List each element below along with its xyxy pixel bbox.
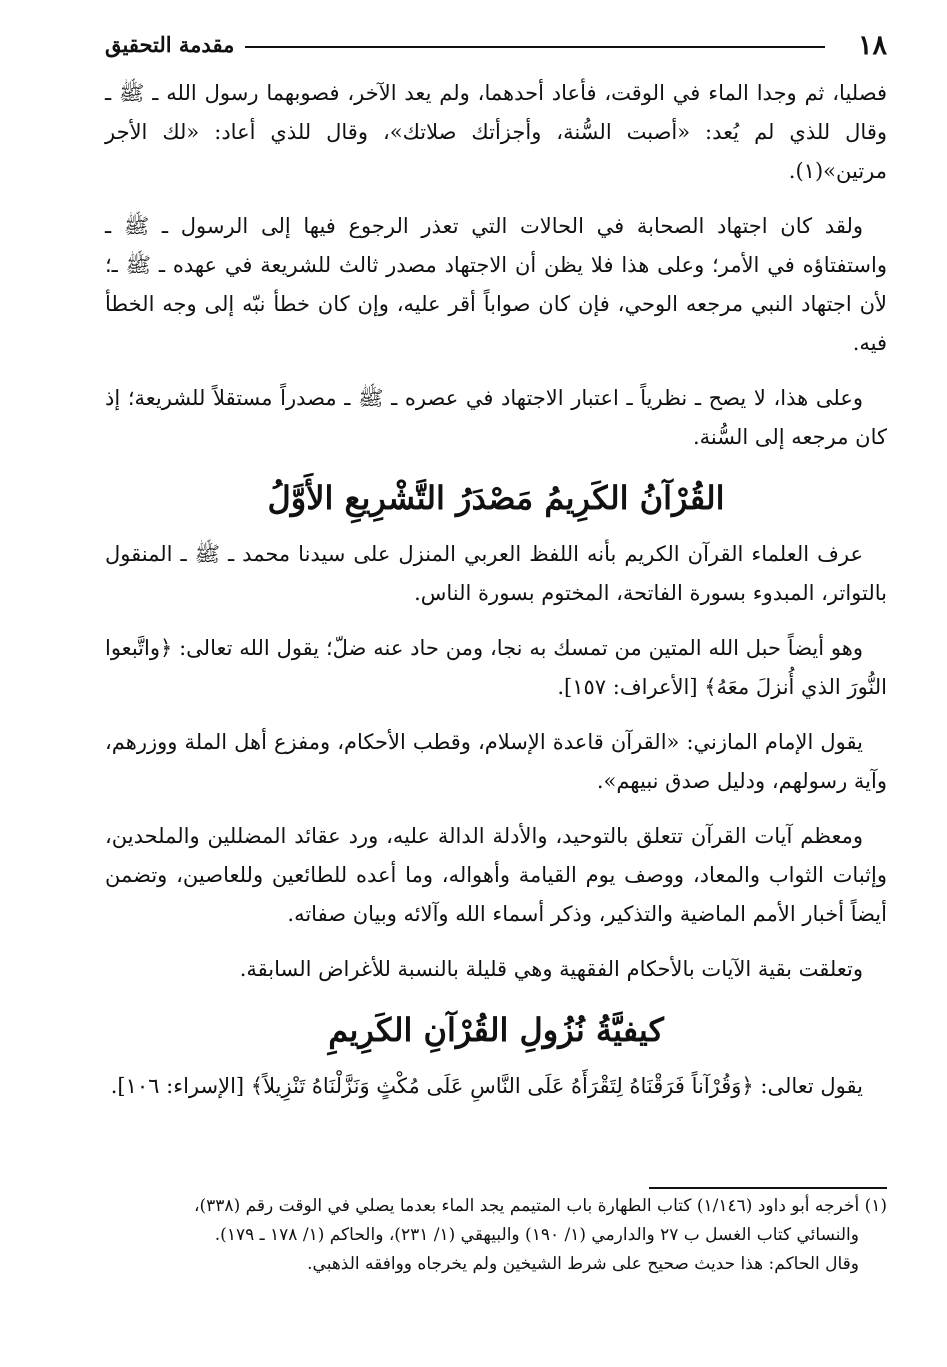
paragraph-9: يقول تعالى: ﴿وَقُرْآناً فَرَقْنَاهُ لِتَقْرَأَهُ عَلَى النَّاسِ عَلَى مُكْثٍ وَنَزَّلْنَاهُ تَنْزِيلاً﴾ [الإسراء: ١٠٦]. [110, 1074, 863, 1098]
footnotes [105, 1192, 887, 1279]
footnote-divider [649, 1187, 887, 1189]
paragraph-3: وعلى هذا، لا يصح ـ نظرياً ـ اعتبار الاجتهاد في عصره ـ ﷺ ـ مصدراً مستقلاً للشريعة؛ إذ كان مرجعه إلى السُّنة. [105, 386, 887, 449]
section-heading-revelation: كيفيَّةُ نُزُولِ القُرْآنِ الكَرِيمِ [328, 1011, 664, 1049]
paragraph-5: وهو أيضاً حبل الله المتين من تمسك به نجا، ومن حاد عنه ضلّ؛ يقول الله تعالى: ﴿واتَّبعوا النُّورَ الذي أُنزلَ معَهُ﴾ [الأعراف: ١٥٧]. [105, 636, 887, 699]
header-rule [245, 46, 825, 48]
page-number: ١٨ [857, 30, 887, 61]
paragraph-1: فصليا، ثم وجدا الماء في الوقت، فأعاد أحدهما، ولم يعد الآخر، فصوبهما رسول الله ـ ﷺ ـ وقال للذي لم يُعد: «أصبت السُّنة، وأجزأتك صلاتك»، وقال للذي أعاد: «لك الأجر مرتين»(١). [105, 81, 887, 183]
footnote-1-line-2: والنسائي كتاب الغسل ب ٢٧ والدارمي (١/ ١٩٠) والبيهقي (١/ ٢٣١)، والحاكم (١/ ١٧٨ ـ ١٧٩). [214, 1225, 859, 1245]
running-title: مقدمة التحقيق [105, 32, 235, 57]
footnote-1-line-1: (١) أخرجه أبو داود (١/١٤٦) كتاب الطهارة باب المتيمم يجد الماء بعدما يصلي في الوقت رقم (٣٣٨)، [194, 1196, 887, 1216]
page-header [105, 30, 887, 62]
paragraph-7: ومعظم آيات القرآن تتعلق بالتوحيد، والأدلة الدالة عليه، ورد عقائد المضللين والملحدين، وإثبات الثواب والمعاد، ووصف يوم القيامة وأهواله، وما أعده للطائعين وللعاصين، وتضمن أيضاً أخبار الأمم الماضية والتذكير، وذكر أسماء الله وآلائه وبيان صفاته. [105, 824, 887, 926]
main-text [105, 74, 887, 1122]
paragraph-2: ولقد كان اجتهاد الصحابة في الحالات التي تعذر الرجوع فيها إلى الرسول ـ ﷺ ـ واستفتاؤه في الأمر؛ وعلى هذا فلا يظن أن الاجتهاد مصدر ثالث للشريعة في عهده ـ ﷺ ـ؛ لأن اجتهاد النبي مرجعه الوحي، فإن كان صواباً أقر عليه، وإن كان خطأ نبّه إلى وجه الخطأ فيه. [105, 214, 887, 355]
paragraph-6: يقول الإمام المازني: «القرآن قاعدة الإسلام، وقطب الأحكام، ومفزع أهل الملة ووزرهم، وآية رسولهم، ودليل صدق نبيهم». [105, 730, 887, 793]
paragraph-4: عرف العلماء القرآن الكريم بأنه اللفظ العربي المنزل على سيدنا محمد ـ ﷺ ـ المنقول بالتواتر، المبدوء بسورة الفاتحة، المختوم بسورة الناس. [105, 542, 887, 605]
section-heading-quran: القُرْآنُ الكَرِيمُ مَصْدَرُ التَّشْرِيعِ الأَوَّلُ [267, 479, 725, 517]
paragraph-8: وتعلقت بقية الآيات بالأحكام الفقهية وهي قليلة بالنسبة للأغراض السابقة. [239, 957, 863, 981]
footnote-1-line-3: وقال الحاكم: هذا حديث صحيح على شرط الشيخين ولم يخرجاه ووافقه الذهبي. [307, 1254, 859, 1274]
